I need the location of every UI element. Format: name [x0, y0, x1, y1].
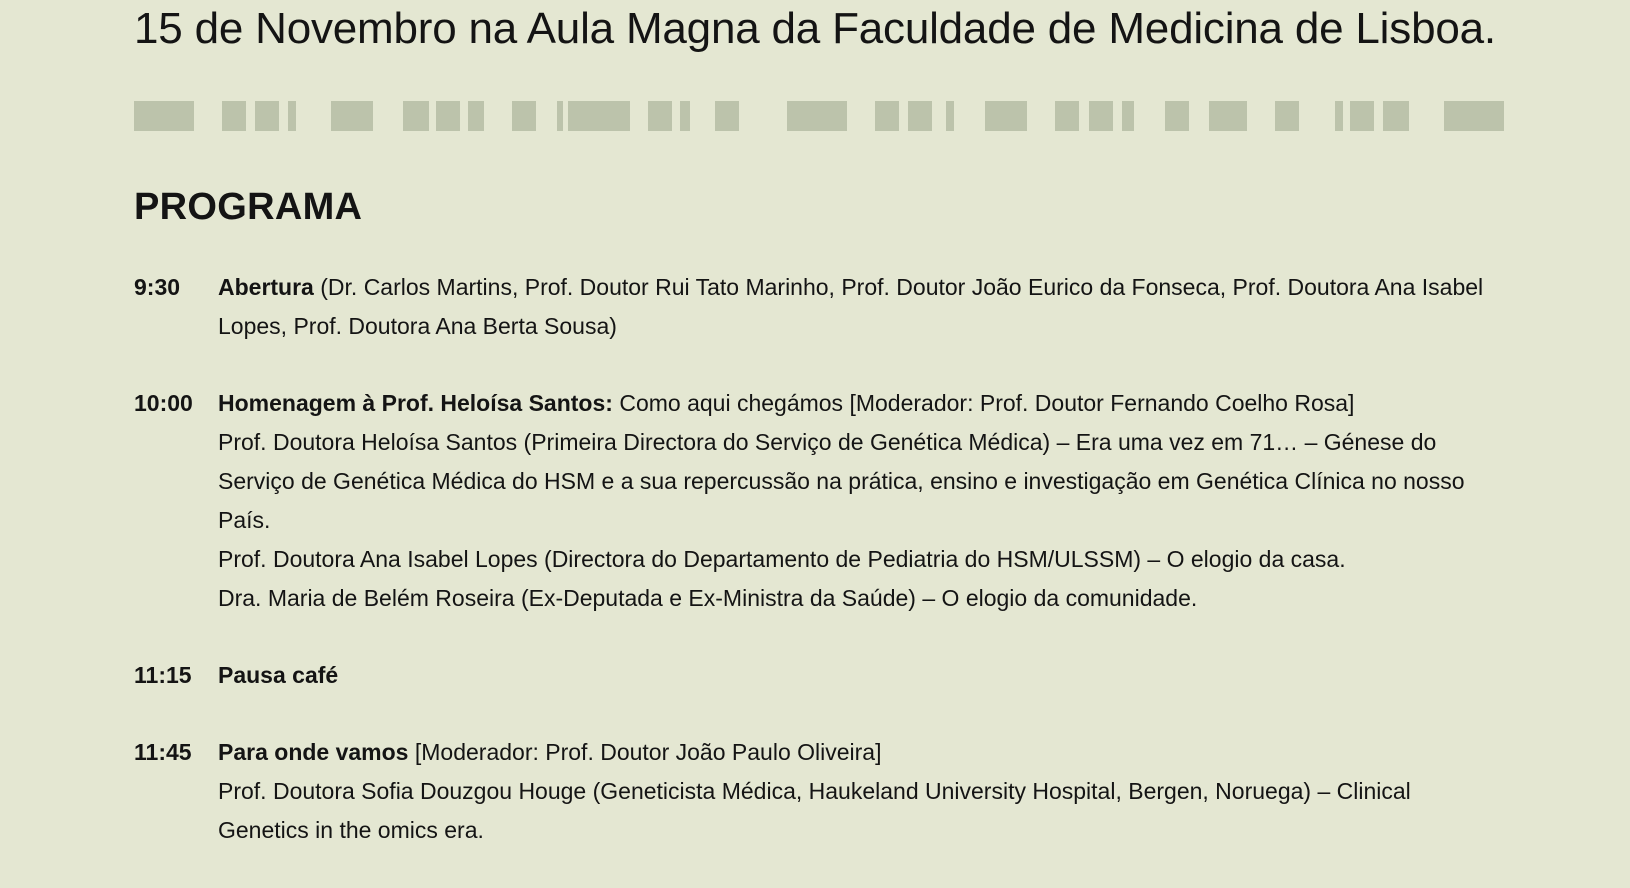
speaker-line: Dra. Maria de Belém Roseira (Ex-Deputada e Ex-Ministra da Saúde) – O elogio da comunidade.	[218, 585, 1198, 611]
agenda-body	[218, 656, 1488, 695]
agenda-item	[134, 384, 1514, 618]
agenda-title: Abertura	[218, 274, 314, 300]
speaker-line: Prof. Doutora Heloísa Santos (Primeira Directora do Serviço de Genética Médica) – Era uma vez em 71… – Génese do Serviço de Genética Médica do HSM e a sua repercussão na prática, ensino e investigação em Genética Clínica no nosso País.	[218, 429, 1465, 533]
agenda-title: Homenagem à Prof. Heloísa Santos:	[218, 390, 613, 416]
agenda-text: Como aqui chegámos [Moderador: Prof. Doutor Fernando Coelho Rosa]	[612, 390, 1355, 416]
decorative-divider	[134, 101, 1506, 131]
agenda-item	[134, 733, 1514, 850]
agenda-item	[134, 656, 1514, 695]
agenda-text: (Dr. Carlos Martins, Prof. Doutor Rui Tato Marinho, Prof. Doutor João Eurico da Fonseca, Prof. Doutora Ana Isabel Lopes, Prof. Doutora Ana Berta Sousa)	[218, 274, 1484, 339]
agenda-item	[134, 268, 1514, 346]
agenda-time: 10:00	[134, 390, 193, 416]
speaker-line: Prof. Doutora Sofia Douzgou Houge (Geneticista Médica, Haukeland University Hospital, Bergen, Noruega) – Clinical Genetics in the omics era.	[218, 778, 1411, 843]
agenda-body	[218, 733, 1488, 850]
speaker-line: Prof. Doutora Ana Isabel Lopes (Directora do Departamento de Pediatria do HSM/ULSSM) – O elogio da casa.	[218, 546, 1346, 572]
agenda-time: 11:45	[134, 739, 192, 765]
agenda-title: Para onde vamos	[218, 739, 409, 765]
section-title: PROGRAMA	[134, 186, 363, 228]
event-headline: 15 de Novembro na Aula Magna da Faculdade de Medicina de Lisboa.	[134, 4, 1496, 53]
agenda-list	[134, 268, 1514, 888]
agenda-title: Pausa café	[218, 662, 339, 688]
agenda-time: 9:30	[134, 274, 181, 300]
agenda-body	[218, 268, 1488, 346]
agenda-time: 11:15	[134, 662, 192, 688]
agenda-body	[218, 384, 1488, 618]
agenda-text: [Moderador: Prof. Doutor João Paulo Oliveira]	[408, 739, 882, 765]
